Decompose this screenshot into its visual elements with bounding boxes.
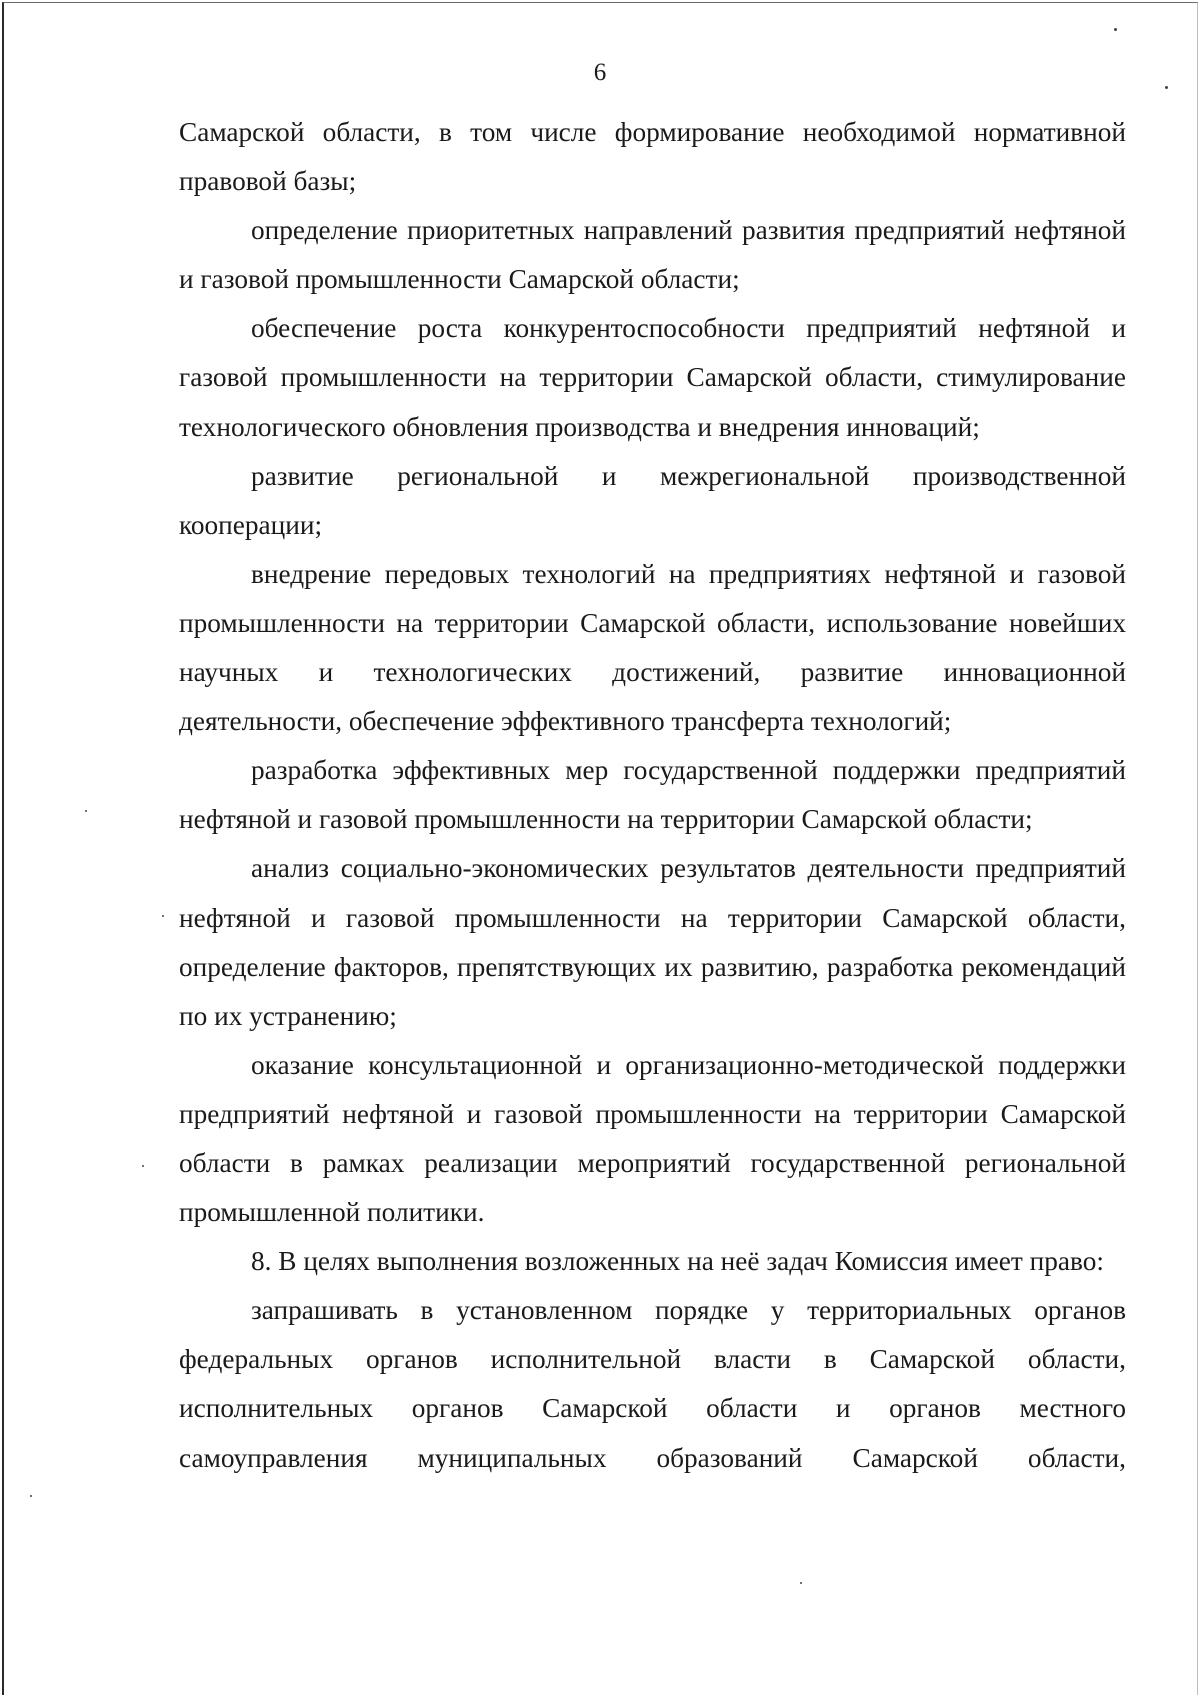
scan-speck <box>1114 28 1117 31</box>
paragraph-technologies: внедрение передовых технологий на предприятиях нефтяной и газовой промышленности на территории Самарской области, использование новейших научных и технологических достижений, развитие инновационной деятельности, обеспечение эффективного трансферта технологий; <box>179 558 1126 737</box>
scan-speck <box>30 1495 32 1497</box>
scan-speck <box>162 915 164 917</box>
paragraph-competitiveness: обеспечение роста конкурентоспособности предприятий нефтяной и газовой промышленности на территории Самарской области, стимулирование технологического обновления производства и внедрения инноваций; <box>179 313 1126 442</box>
paragraph-section-8: 8. В целях выполнения возложенных на неё задач Комиссия имеет право: <box>251 1246 1104 1277</box>
paragraph-state-support: разработка эффективных мер государственной поддержки предприятий нефтяной и газовой промышленности на территории Самарской области; <box>179 755 1126 835</box>
paragraph-continuation: Самарской области, в том числе формирование необходимой нормативной правовой базы; <box>179 117 1126 197</box>
paragraph-cooperation: развитие региональной и межрегиональной производственной кооперации; <box>179 460 1126 540</box>
document-body <box>179 108 1126 1483</box>
paragraph-analysis: анализ социально-экономических результатов деятельности предприятий нефтяной и газовой промышленности на территории Самарской области, определение факторов, препятствующих их развитию, разработка рекомендаций по их устранению; <box>179 853 1126 1031</box>
scan-speck <box>142 1165 144 1167</box>
scan-speck <box>85 810 87 812</box>
paragraph-consulting-support: оказание консультационной и организационно-методической поддержки предприятий нефтяной и газовой промышленности на территории Самарской области в рамках реализации мероприятий государственной региональной промышленной политики. <box>179 1049 1126 1228</box>
page-number: 6 <box>593 59 607 86</box>
scan-speck <box>800 1582 802 1584</box>
scan-speck <box>1165 86 1168 89</box>
paragraph-priority-directions: определение приоритетных направлений развития предприятий нефтяной и газовой промышленности Самарской области; <box>179 215 1126 295</box>
paragraph-request-info: запрашивать в установленном порядке у территориальных органов федеральных органов исполнительной власти в Самарской области, исполнительных органов Самарской области и органов местного самоуправления муниципальных образований Самарской области, <box>179 1295 1126 1473</box>
